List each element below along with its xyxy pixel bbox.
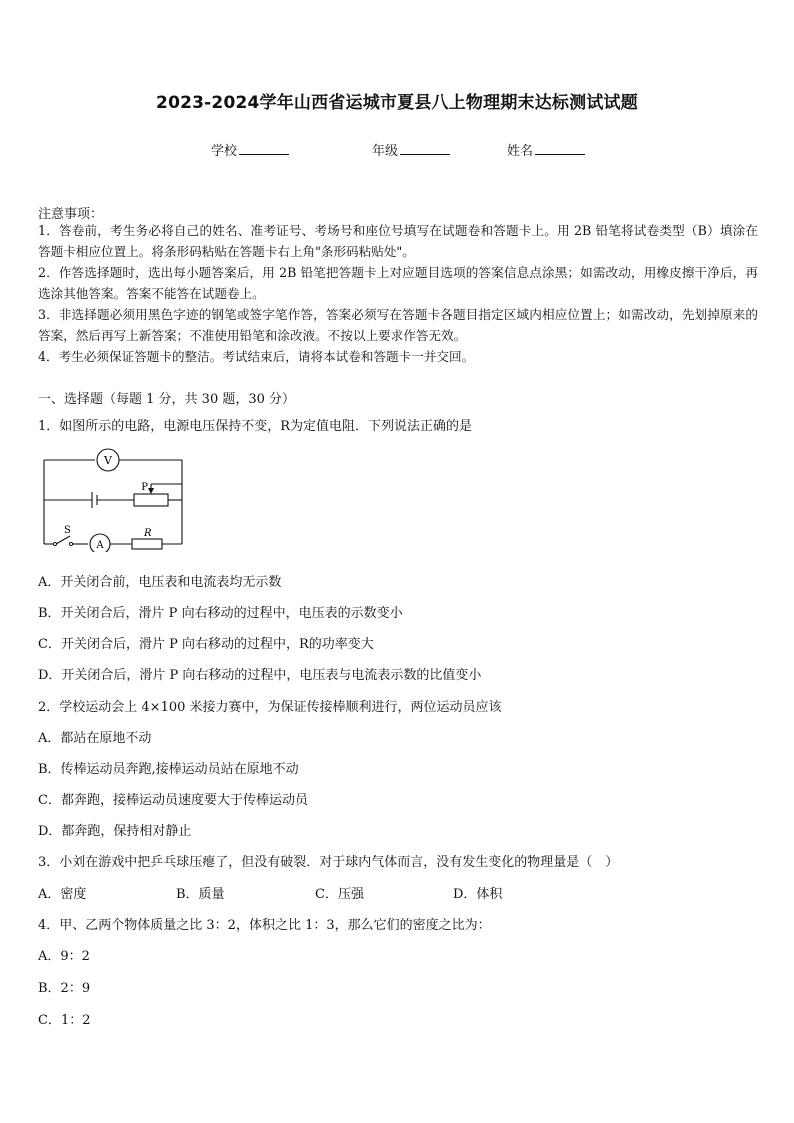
slider-arrow-icon bbox=[148, 488, 154, 494]
voltmeter-label: V bbox=[104, 454, 112, 467]
note-item: 3．非选择题必须用黑色字迹的钢笔或签字笔作答，答案必须写在答题卡各题目指定区域内相应位置上；如需改动，先划掉原来的答案，然后再写上新答案；不准使用铅笔和涂改液。不按以上要求作答无效。 bbox=[38, 307, 758, 343]
question-4-stem: 4．甲、乙两个物体质量之比 3：2，体积之比 1：3，那么它们的密度之比为： bbox=[38, 918, 491, 933]
note-item: 4．考生必须保证答题卡的整洁。考试结束后，请将本试卷和答题卡一并交回。 bbox=[38, 349, 475, 364]
notes-heading: 注意事项： bbox=[38, 207, 104, 222]
school-label: 学校 bbox=[211, 144, 238, 159]
school-field bbox=[211, 140, 289, 159]
question-4-option[interactable]: A．9：2 bbox=[38, 949, 90, 964]
ammeter-label: A bbox=[96, 540, 104, 551]
question-2-option[interactable]: D．都奔跑，保持相对静止 bbox=[38, 824, 192, 839]
circuit-diagram bbox=[40, 448, 190, 552]
question-4-option[interactable]: C．1：2 bbox=[38, 1013, 91, 1028]
name-blank[interactable] bbox=[535, 142, 585, 155]
grade-label: 年级 bbox=[372, 144, 399, 159]
question-3-option[interactable]: A．密度 bbox=[38, 887, 87, 902]
question-3-option[interactable]: D．体积 bbox=[453, 887, 503, 902]
note-item: 2．作答选择题时，选出每小题答案后，用 2B 铅笔把答题卡上对应题目选项的答案信息点涂黑；如需改动，用橡皮擦干净后，再选涂其他答案。答案不能答在试题卷上。 bbox=[38, 265, 758, 301]
grade-blank[interactable] bbox=[400, 142, 450, 155]
question-3-option[interactable]: B．质量 bbox=[176, 887, 225, 902]
name-label: 姓名 bbox=[507, 144, 534, 159]
grade-field bbox=[372, 140, 450, 159]
switch-label: S bbox=[64, 525, 71, 536]
question-1-option[interactable]: D．开关闭合后，滑片 P 向右移动的过程中，电压表与电流表示数的比值变小 bbox=[38, 668, 482, 683]
question-2-stem: 2．学校运动会上 4×100 米接力赛中，为保证传接棒顺利进行，两位运动员应该 bbox=[38, 700, 502, 715]
note-item: 1．答卷前，考生务必将自己的姓名、准考证号、考场号和座位号填写在试题卷和答题卡上。用 2B 铅笔将试卷类型（B）填涂在答题卡相应位置上。将条形码粘贴在答题卡右上角"条形码粘贴处"。 bbox=[38, 223, 758, 259]
question-1-stem: 1．如图所示的电路，电源电压保持不变，R为定值电阻．下列说法正确的是 bbox=[38, 419, 473, 434]
name-field bbox=[507, 140, 585, 159]
question-3-option[interactable]: C．压强 bbox=[315, 887, 364, 902]
slider-label: P bbox=[141, 482, 148, 493]
section-heading: 一、选择题（每题 1 分，共 30 题，30 分） bbox=[38, 392, 296, 407]
question-1-option[interactable]: A．开关闭合前，电压表和电流表均无示数 bbox=[38, 575, 282, 590]
question-1-option[interactable]: C．开关闭合后，滑片 P 向右移动的过程中，R的功率变大 bbox=[38, 637, 374, 652]
question-2-option[interactable]: A．都站在原地不动 bbox=[38, 731, 152, 746]
school-blank[interactable] bbox=[239, 142, 289, 155]
page-title: 2023-2024学年山西省运城市夏县八上物理期末达标测试试题 bbox=[156, 93, 638, 113]
question-3-stem: 3．小刘在游戏中把乒乓球压瘪了，但没有破裂．对于球内气体而言，没有发生变化的物理量是（ ） bbox=[38, 855, 619, 870]
question-2-option[interactable]: B．传棒运动员奔跑,接棒运动员站在原地不动 bbox=[38, 762, 299, 777]
question-2-option[interactable]: C．都奔跑，接棒运动员速度要大于传棒运动员 bbox=[38, 793, 308, 808]
resistor-label: R bbox=[144, 528, 152, 539]
question-4-option[interactable]: B．2：9 bbox=[38, 981, 91, 996]
question-1-option[interactable]: B．开关闭合后，滑片 P 向右移动的过程中，电压表的示数变小 bbox=[38, 606, 403, 621]
